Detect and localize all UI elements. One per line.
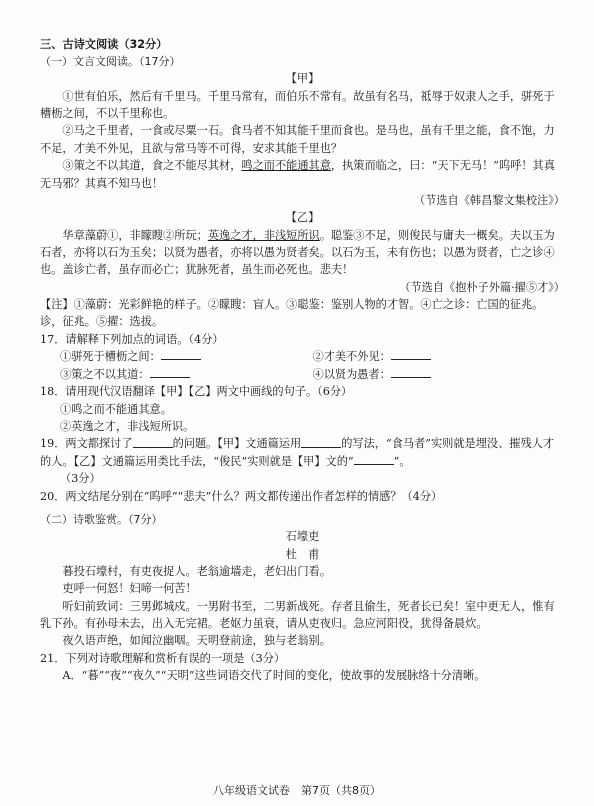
answer-blank[interactable]: [391, 348, 431, 360]
section-title: 三、古诗文阅读（32分）: [40, 38, 168, 51]
poem-line-2: 吏呼一何怒！妇啼一何苦！: [62, 582, 197, 596]
poem-author: 杜 甫: [285, 547, 320, 561]
jia-paragraph-3: ③策之不以其道，食之不能尽其材，鸣之而不能通其意，执策而临之，曰：“天下无马！”呜呼！其真无马邪？其真不知马也！: [40, 159, 555, 190]
jia-paragraph-2: ②马之千里者，一食或尽粟一石。食马者不知其能千里而食也。是马也，虽有千里之能，食不饱，力不足，才美不外见，且欲与常马等不可得，安求其能千里也？: [40, 124, 555, 155]
yi-source: （节选自《抱朴子外篇·擢⑤才》）: [399, 280, 565, 294]
answer-blank[interactable]: [354, 453, 394, 465]
jia-source: （节选自《韩昌黎文集校注》）: [413, 193, 565, 207]
yi-paragraph: 华章藻蔚①，非矇瞍②所玩；英逸之才，非浅短所识。聪鉴③不足，则俊民与庸夫一概矣。夫以玉为石者，亦将以石为玉矣；以贤为愚者，亦将以愚为贤者矣。以石为玉，未有伤也；以愚为贤者，亡之诊④也。盖诊亡者，虽存而必亡；犹脉死者，虽生而必死也。悲夫！: [40, 228, 555, 277]
text-yi-label: 【乙】: [285, 211, 320, 225]
question-17-row-2: ③策之不以其道： ④以贤为愚者：: [40, 366, 565, 384]
poem-line-4: 夜久语声绝，如闻泣幽咽。天明登前途，独与老翁别。: [62, 634, 331, 648]
annotation-note: 【注】①藻蔚：光彩鲜艳的样子。②矇瞍：盲人。③聪鉴：鉴别人物的才智。④亡之诊：亡国的征兆。诊，征兆。⑤擢：选拔。: [40, 298, 544, 329]
page-footer: 八年级语文试卷 第7页（共8页）: [213, 784, 381, 797]
question-20: 20．两文结尾分别在“呜呼”“悲夫”什么？两文都传递出作者怎样的情感？（4分）: [40, 489, 443, 503]
underlined-sentence: 鸣之而不能通其意: [241, 159, 331, 173]
question-19-score: （3分）: [60, 472, 101, 486]
question-21-stem: 21．下列对诗歌理解和赏析有误的一项是（3分）: [40, 651, 286, 665]
question-18-item-2: ②英逸之才，非浅短所识。: [60, 419, 195, 433]
subsection-title-poem: （二）诗歌鉴赏。（7分）: [40, 513, 163, 527]
question-18-stem: 18．请用现代汉语翻译【甲】【乙】两文中画线的句子。（6分）: [40, 385, 353, 399]
jia-paragraph-1: ①世有伯乐，然后有千里马。千里马常有，而伯乐不常有。故虽有名马，祗辱于奴隶人之手，骈死于槽枥之间，不以千里称也。: [40, 89, 555, 121]
question-17-stem: 17．请解释下列加点的词语。（4分）: [40, 332, 224, 346]
subsection-title: （一）文言文阅读。（17分）: [40, 55, 181, 69]
answer-blank[interactable]: [150, 366, 190, 378]
question-21-option-a: A．“暮”“夜”“夜久”“天明”这些词语交代了时间的变化，使故事的发展脉络十分清晰。: [62, 669, 486, 683]
poem-title: 石壕吏: [285, 530, 320, 544]
question-18-item-1: ①鸣之而不能通其意。: [60, 402, 172, 416]
text-jia-label: 【甲】: [285, 72, 320, 86]
question-17-row-1: ①骈死于槽枥之间： ②才美不外见：: [40, 348, 565, 366]
question-19: 19．两文都探讨了 的问题。【甲】文通篇运用 的写法，“食马者”实则就是埋没、摧残人才的人。【乙】文通篇运用类比手法，“俊民”实则就是【甲】文的“ ”。: [40, 435, 565, 470]
answer-blank[interactable]: [301, 435, 341, 447]
exam-page: [40, 36, 565, 684]
underlined-sentence: 英逸之才，非浅短所识: [207, 228, 320, 242]
answer-blank[interactable]: [391, 366, 431, 378]
poem-line-1: 暮投石壕村，有吏夜捉人。老翁逾墙走，老妇出门看。: [62, 564, 331, 578]
answer-blank[interactable]: [133, 435, 173, 447]
answer-blank[interactable]: [161, 348, 201, 360]
poem-line-3: 听妇前致词：三男邺城戍。一男附书至，二男新战死。存者且偷生，死者长已矣！室中更无人，惟有乳下孙。有孙母未去，出入无完裙。老妪力虽衰，请从吏夜归。急应河阳役，犹得备晨炊。: [40, 599, 555, 630]
